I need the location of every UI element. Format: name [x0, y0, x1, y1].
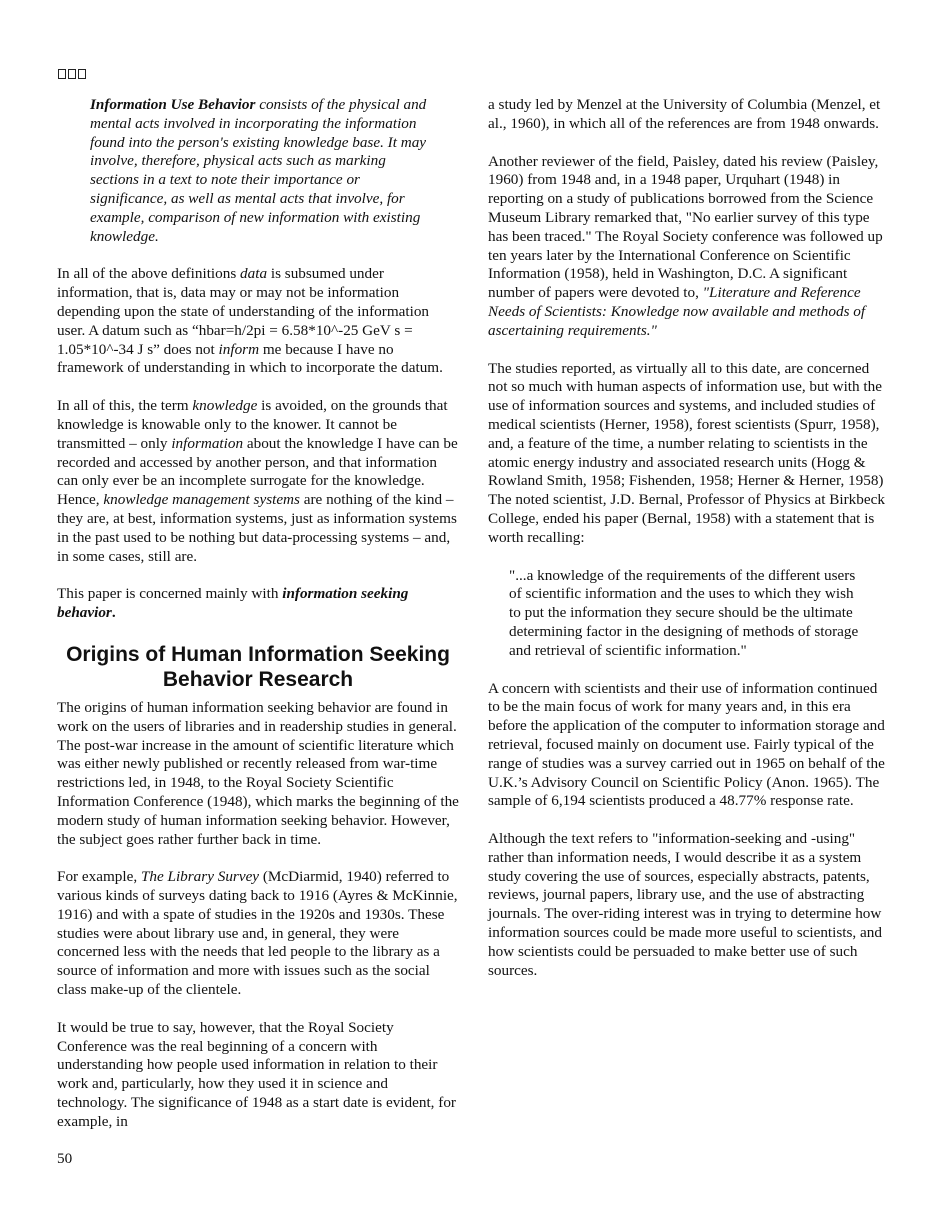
paragraph: Although the text refers to "information-seeking and -using" rather than information needs, I would describe it as a system study covering the use of sources, especially abstracts, patents, reviews, journal papers, library use, and the use of abstracting journals. The over-riding interest was in trying to determine how information sources could be made more useful to scientists, and how scientists could be persuaded to make better use of such sources.: [488, 830, 882, 979]
text-run: This paper is concerned mainly with: [57, 585, 283, 603]
emphasis: data: [240, 265, 268, 283]
left-column: [57, 96, 459, 1151]
text-run: (McDiarmid, 1940) referred to various kinds of surveys dating back to 1916 (Ayres & McKinnie, 1916) and with a spate of studies in the 1920s and 1930s. These studies were about library use and, in general, they were concerned less with the needs that led people to the library as a source of information and more with issues such as the social class make-up of the clientele.: [57, 868, 458, 999]
text-run: are nothing of the kind – they are, at best, information systems, just as information systems in the past used to be nothing but data-processing systems – and, in some cases, still are.: [57, 491, 457, 565]
paragraph: [57, 265, 459, 378]
definition-text: consists of the physical and mental acts involved in incorporating the information found into the person's existing knowledge base. It may involve, therefore, physical acts such as marking sections in a text to note their importance or significance, as well as mental acts that involve, for example, comparison of new information with existing knowledge.: [90, 96, 427, 245]
paragraph: [57, 585, 459, 623]
section-heading: Origins of Human Information Seeking Behavior Research: [66, 642, 450, 691]
emphasis: information seeking behavior: [57, 585, 409, 622]
text-run: me because I have no framework of understanding in which to incorporate the datum.: [57, 340, 443, 377]
paragraph: [488, 153, 892, 341]
text-run: Another reviewer of the field, Paisley, dated his review (Paisley, 1960) from 1948 and, in a 1948 paper, Urquhart (1948) in reporting on a study of publications borrowed from the Science Museum Library remarked that, "No earlier survey of this type has been traced." The Royal Society conference was followed up ten years later by the International Conference on Scientific Information (1958), held in Washington, D.C. A significant number of papers were devoted to,: [488, 152, 883, 302]
paragraph: a study led by Menzel at the University of Columbia (Menzel, et al., 1960), in which all of the references are from 1948 onwards.: [488, 96, 881, 132]
definition-block: [90, 96, 437, 246]
emphasis: information: [171, 434, 244, 452]
text-run: In all of this, the term: [57, 397, 193, 415]
right-column: [488, 96, 892, 999]
missing-glyph-box-icon: [58, 69, 90, 81]
emphasis: "Literature and Reference Needs of Scientists: Knowledge now available and methods of ascertaining requirements.": [488, 284, 866, 339]
paragraph: [57, 397, 459, 566]
emphasis: knowledge management systems: [103, 491, 300, 509]
text-run: .: [111, 604, 116, 622]
page-number: 50: [57, 1150, 73, 1167]
paragraph: [57, 868, 459, 1000]
paragraph: The studies reported, as virtually all to this date, are concerned not so much with human aspects of information use, but with the use of information sources and systems, and included studies of medical scientists (Herner, 1958), forest scientists (Spurr, 1958), and, a feature of the time, a number relating to scientists in the atomic energy industry and associated research units (Hogg & Rowland Smith, 1958; Fishenden, 1958; Herner & Herner, 1958) The noted scientist, J.D. Bernal, Professor of Physics at Birkbeck College, ended his paper (Bernal, 1958) with a statement that is worth recalling:: [488, 359, 885, 546]
text-run: is subsumed under information, that is, data may or may not be information depending upon the state of understanding of the information user. A datum such as “hbar=h/2pi = 6.58*10^-25 GeV s = 1.05*10^-34 J s” does not: [57, 265, 430, 358]
text-run: is avoided, on the grounds that knowledge is knowable only to the knower. It cannot be transmitted – only: [57, 397, 448, 452]
definition-term: Information Use Behavior: [90, 96, 256, 113]
block-quote: "...a knowledge of the requirements of the different users of scientific information and the uses to which they wish to put the information they secure should be the ultimate determining factor in the designing of methods of storage and retrieval of scientific information.": [509, 566, 859, 659]
text-run: In all of the above definitions: [57, 265, 241, 283]
text-run: For example,: [57, 868, 141, 886]
text-run: about the knowledge I have can be recorded and accessed by another person, and that information can only ever be an incomplete surrogate for the knowledge. Hence,: [57, 434, 458, 509]
paragraph: A concern with scientists and their use of information continued to be the main focus of work for many years and, in this era before the application of the computer to information storage and retrieval, focused mainly on document use. Fairly typical of the range of studies was a survey carried out in 1965 on behalf of the U.K.’s Advisory Council on Scientific Policy (Anon. 1965). The sample of 6,194 scientists produced a 48.77% response rate.: [488, 679, 885, 810]
emphasis: inform: [218, 340, 260, 358]
emphasis: The Library Survey: [140, 868, 260, 886]
paragraph: It would be true to say, however, that the Royal Society Conference was the real beginning of a concern with understanding how people used information in relation to their work and, particularly, how they used it in science and technology. The significance of 1948 as a start date is evident, for example, in: [57, 1018, 456, 1130]
paragraph: The origins of human information seeking behavior are found in work on the users of libraries and in readership studies in general. The post-war increase in the amount of scientific literature which was either newly published or recently released from war-time restrictions led, in 1948, to the Royal Society Scientific Information Conference (1948), which marks the beginning of the modern study of human information seeking behavior. However, the subject goes rather further back in time.: [57, 698, 459, 848]
emphasis: knowledge: [192, 397, 258, 415]
